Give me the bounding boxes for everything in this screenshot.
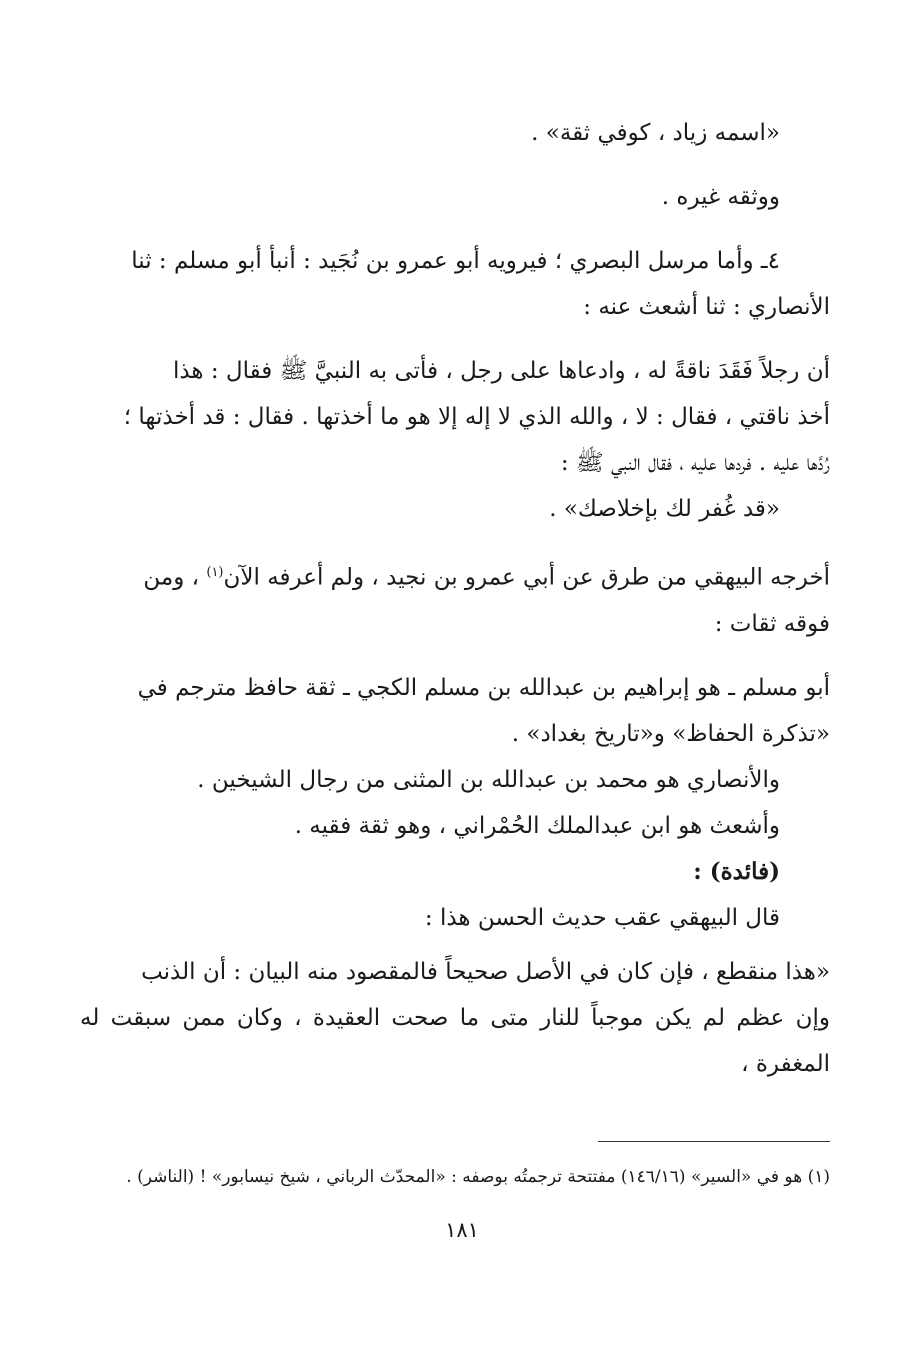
hadith-quote: «قد غُفر لك بإخلاصك» .: [549, 496, 780, 522]
ashath-line: وأشعث هو ابن عبدالملك الحُمْراني ، وهو ثقة فقيه .: [294, 812, 780, 839]
takhrij-text-a: أخرجه البيهقي من طرق عن أبي عمرو بن نجيد ، ولم أعرفه الآن: [223, 564, 830, 591]
abu-muslim-line2: «تذكرة الحفاظ» و«تاريخ بغداد» .: [511, 720, 830, 747]
hadith-line1: أن رجلاً فَقَدَ ناقةً له ، وادعاها على رجل ، فأتى به النبيَّ ﷺ فقال : هذا: [172, 358, 830, 384]
faida-heading: (فائدة) :: [693, 857, 780, 885]
abu-muslim-line1: أبو مسلم ـ هو إبراهيم بن عبدالله بن مسلم الكجي ـ ثقة حافظ مترجم في: [137, 674, 830, 701]
bayhaqi-intro: قال البيهقي عقب حديث الحسن هذا :: [424, 904, 780, 931]
takhrij-text-b: ، ومن: [143, 564, 207, 591]
footnote: (١) هو في «السير» (١٤٦/١٦) مفتتحة ترجمتُه بوصفه : «المحدّث الرباني ، شيخ نيسابور» ! (الناشر) .: [126, 1167, 830, 1187]
page-body: [80, 110, 830, 1087]
hadith-line3: رُدَّها عليه . فردها عليه ، فقال النبي ﷺ :: [560, 450, 830, 476]
ansari-line: والأنصاري هو محمد بن عبدالله بن المثنى من رجال الشيخين .: [197, 766, 780, 793]
page-number: ١٨١: [445, 1218, 479, 1242]
tawthiq-line: ووثقه غيره .: [661, 184, 780, 210]
bayhaqi-quote-line2: وإن عظم لم يكن موجباً للنار متى ما صحت العقيدة ، وكان ممن سبقت له المغفرة ،: [80, 1004, 830, 1077]
bayhaqi-quote-line1: «هذا منقطع ، فإن كان في الأصل صحيحاً فالمقصود منه البيان : أن الذنب: [141, 958, 830, 985]
takhrij-line2: فوقه ثقات :: [714, 610, 830, 637]
quote-ziyad: «اسمه زياد ، كوفي ثقة» .: [531, 120, 780, 146]
hadith-line2: أخذ ناقتي ، فقال : لا ، والله الذي لا إله إلا هو ما أخذتها . فقال : قد أخذتها ؛: [123, 404, 830, 430]
footnote-divider: [598, 1141, 830, 1142]
mursal-basri-line2: الأنصاري : ثنا أشعث عنه :: [583, 294, 830, 320]
takhrij-line1: [80, 550, 830, 601]
mursal-basri-line1: ٤ـ وأما مرسل البصري ؛ فيرويه أبو عمرو بن نُجَيد : أنبأ أبو مسلم : ثنا: [131, 248, 780, 274]
footnote-ref: (١): [206, 565, 224, 580]
